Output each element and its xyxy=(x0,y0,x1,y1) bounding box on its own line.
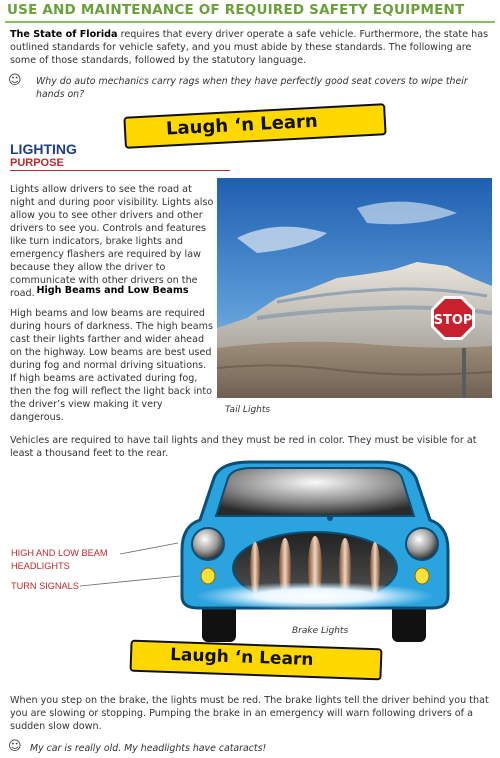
joke-headlights: My car is really old. My headlights have cataracts! xyxy=(30,743,267,754)
tail-lights-caption: Tail Lights xyxy=(225,405,271,415)
sign-text: Laugh ‘n Learn xyxy=(165,110,319,140)
page-title: USE AND MAINTENANCE OF REQUIRED SAFETY EQUIPMENT xyxy=(7,2,465,18)
intro-lead: The State of Florida xyxy=(10,29,118,40)
joke-question: Why do auto mechanics carry rags when they have perfectly good seat covers to wipe their hands on? xyxy=(36,76,468,100)
section-subheading: PURPOSE xyxy=(10,157,64,169)
headlights-label-line1: HIGH AND LOW BEAM xyxy=(11,548,108,558)
turn-signals-label: TURN SIGNALS xyxy=(11,581,79,591)
beams-paragraph: High beams and low beams are required during hours of darkness. The high beams cast their lights farther and wider ahead on the highway. Low beams are best used during fog and normal driving situations. If high beams are activated during fog, then the fog will reflect the light back into the driver’s view making it very dangerous. xyxy=(10,308,213,423)
purpose-paragraph: Lights allow drivers to see the road at night and during poor visibility. Lights also allow you to see other drivers and other drivers to see you. Controls and features like turn indicators, brake lights and emergency flashers are required by law because they allow the driver to communicate with other drivers on the road. xyxy=(10,184,214,299)
smiley-icon: ☺ xyxy=(8,73,22,88)
beams-heading: High Beams and Low Beams xyxy=(36,285,189,296)
sign-text-2: Laugh ‘n Learn xyxy=(169,645,314,671)
smiley-icon-2: ☺ xyxy=(8,739,22,754)
headlights-label-line2: HEADLIGHTS xyxy=(11,561,70,571)
stop-sign-text: STOP xyxy=(433,313,473,328)
tail-lights-paragraph: Vehicles are required to have tail lights and they must be red in color. They must be visible for at least a thousand feet to the rear. xyxy=(10,435,477,459)
section-heading: LIGHTING xyxy=(10,141,77,157)
brake-lights-caption: Brake Lights xyxy=(292,626,349,636)
intro-body: requires that every driver operate a safe vehicle. Furthermore, the state has outlined standards for vehicle safety, and you must abide by these standards. The following are some of those standards, followed by the statutory language. xyxy=(10,29,489,66)
brake-lights-paragraph: When you step on the brake, the lights must be red. The brake lights tell the driver behind you that you are slowing or stopping. Pumping the brake in an emergency will warn following drivers of a sudden slow down. xyxy=(10,695,489,732)
